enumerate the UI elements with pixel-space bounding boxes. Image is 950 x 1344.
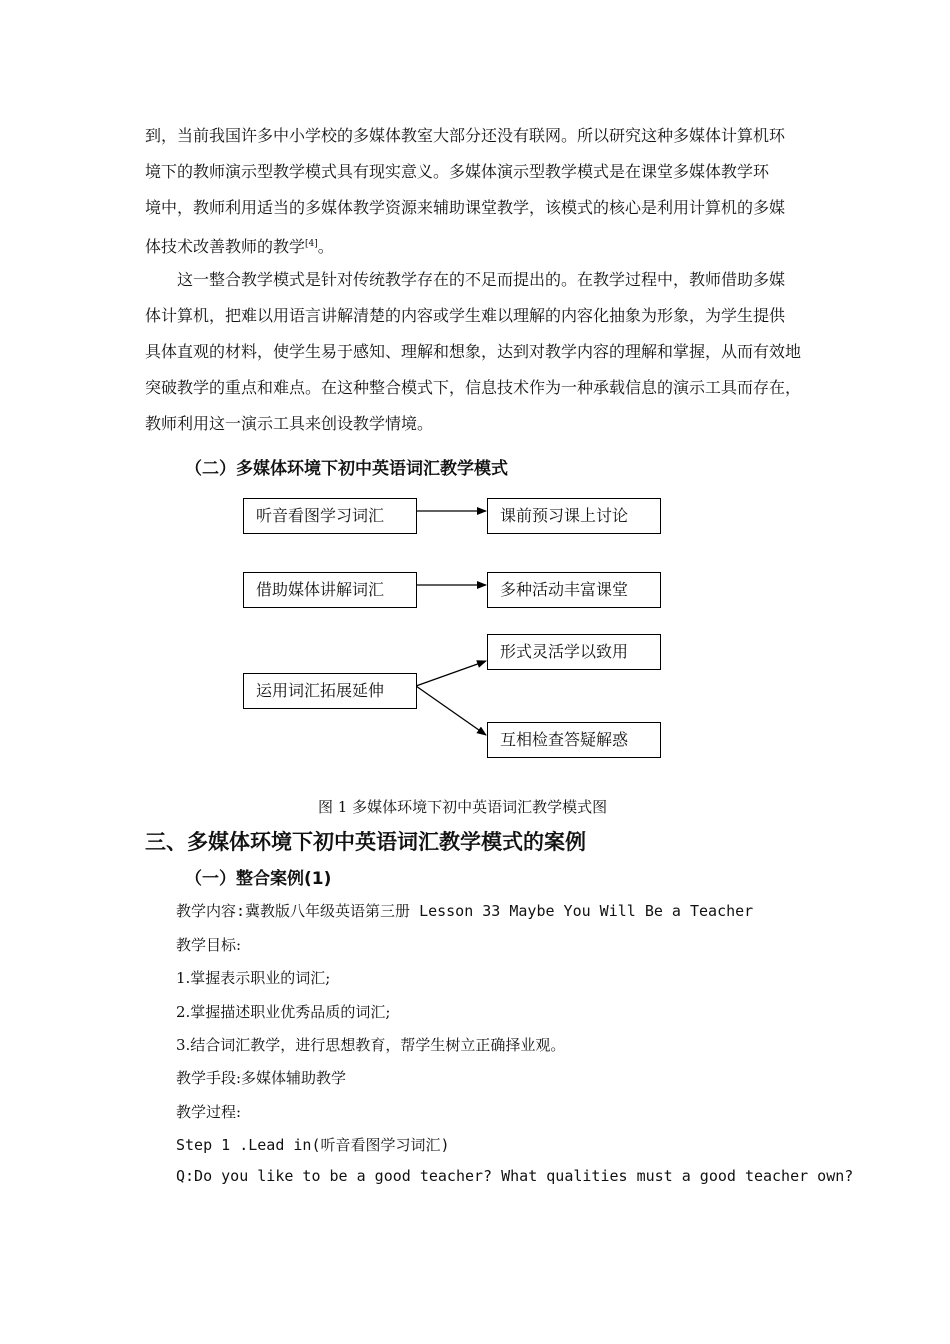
subsection-heading: （一）整合案例(1) [185, 869, 332, 889]
section-heading-2: （二）多媒体环境下初中英语词汇教学模式 [185, 459, 508, 479]
diagram-box-check-answer: 互相检查答疑解惑 [487, 722, 661, 758]
arrow-3 [416, 661, 486, 686]
diagram-box-preview-discuss: 课前预习课上讨论 [487, 498, 661, 534]
paragraph-line: 到，当前我国许多中小学校的多媒体教室大部分还没有联网。所以研究这种多媒体计算机环 [145, 126, 786, 145]
diagram-box-media-explain: 借助媒体讲解词汇 [243, 572, 417, 608]
case-means: 教学手段:多媒体辅助教学 [176, 1069, 347, 1087]
paragraph-line: 境中，教师利用适当的多媒体教学资源来辅助课堂教学，该模式的核心是利用计算机的多媒 [145, 198, 786, 217]
paragraph-line: 突破教学的重点和难点。在这种整合模式下，信息技术作为一种承载信息的演示工具而存在， [145, 378, 802, 397]
paragraph-line: 体计算机，把难以用语言讲解清楚的内容或学生难以理解的内容化抽象为形象，为学生提供 [145, 306, 786, 325]
diagram-box-extend: 运用词汇拓展延伸 [243, 673, 417, 709]
paragraph-line: 教师利用这一演示工具来创设教学情境。 [145, 414, 434, 433]
case-process-label: 教学过程: [176, 1103, 242, 1121]
case-step-1: Step 1 .Lead in(听音看图学习词汇) [176, 1136, 450, 1154]
case-content: 教学内容:冀教版八年级英语第三册 Lesson 33 Maybe You Will Be a Teacher [176, 902, 754, 920]
case-goals-label: 教学目标: [176, 936, 242, 954]
diagram-box-flexible-use: 形式灵活学以致用 [487, 634, 661, 670]
case-question: Q:Do you like to be a good teacher? What qualities must a good teacher own? [176, 1167, 854, 1185]
paragraph-line-text: 体技术改善教师的教学 [145, 237, 306, 256]
diagram-box-listen-view: 听音看图学习词汇 [243, 498, 417, 534]
case-goal-1: 1.掌握表示职业的词汇; [176, 969, 331, 987]
diagram-box-activities: 多种活动丰富课堂 [487, 572, 661, 608]
section-heading-3: 三、多媒体环境下初中英语词汇教学模式的案例 [145, 830, 586, 854]
paragraph-line: 这一整合教学模式是针对传统教学存在的不足而提出的。在教学过程中，教师借助多媒 [177, 270, 786, 289]
case-goal-2: 2.掌握描述职业优秀品质的词汇; [176, 1003, 391, 1021]
figure-caption: 图 1 多媒体环境下初中英语词汇教学模式图 [318, 798, 608, 816]
citation: [4] [305, 239, 318, 249]
paragraph-line: 境下的教师演示型教学模式具有现实意义。多媒体演示型教学模式是在课堂多媒体教学环 [145, 162, 770, 181]
paragraph-line-end: 。 [317, 237, 334, 256]
paragraph-line: 具体直观的材料，使学生易于感知、理解和想象，达到对教学内容的理解和掌握，从而有效地 [145, 342, 802, 361]
case-goal-3: 3.结合词汇教学，进行思想教育，帮学生树立正确择业观。 [176, 1036, 566, 1054]
arrow-4 [416, 686, 486, 735]
